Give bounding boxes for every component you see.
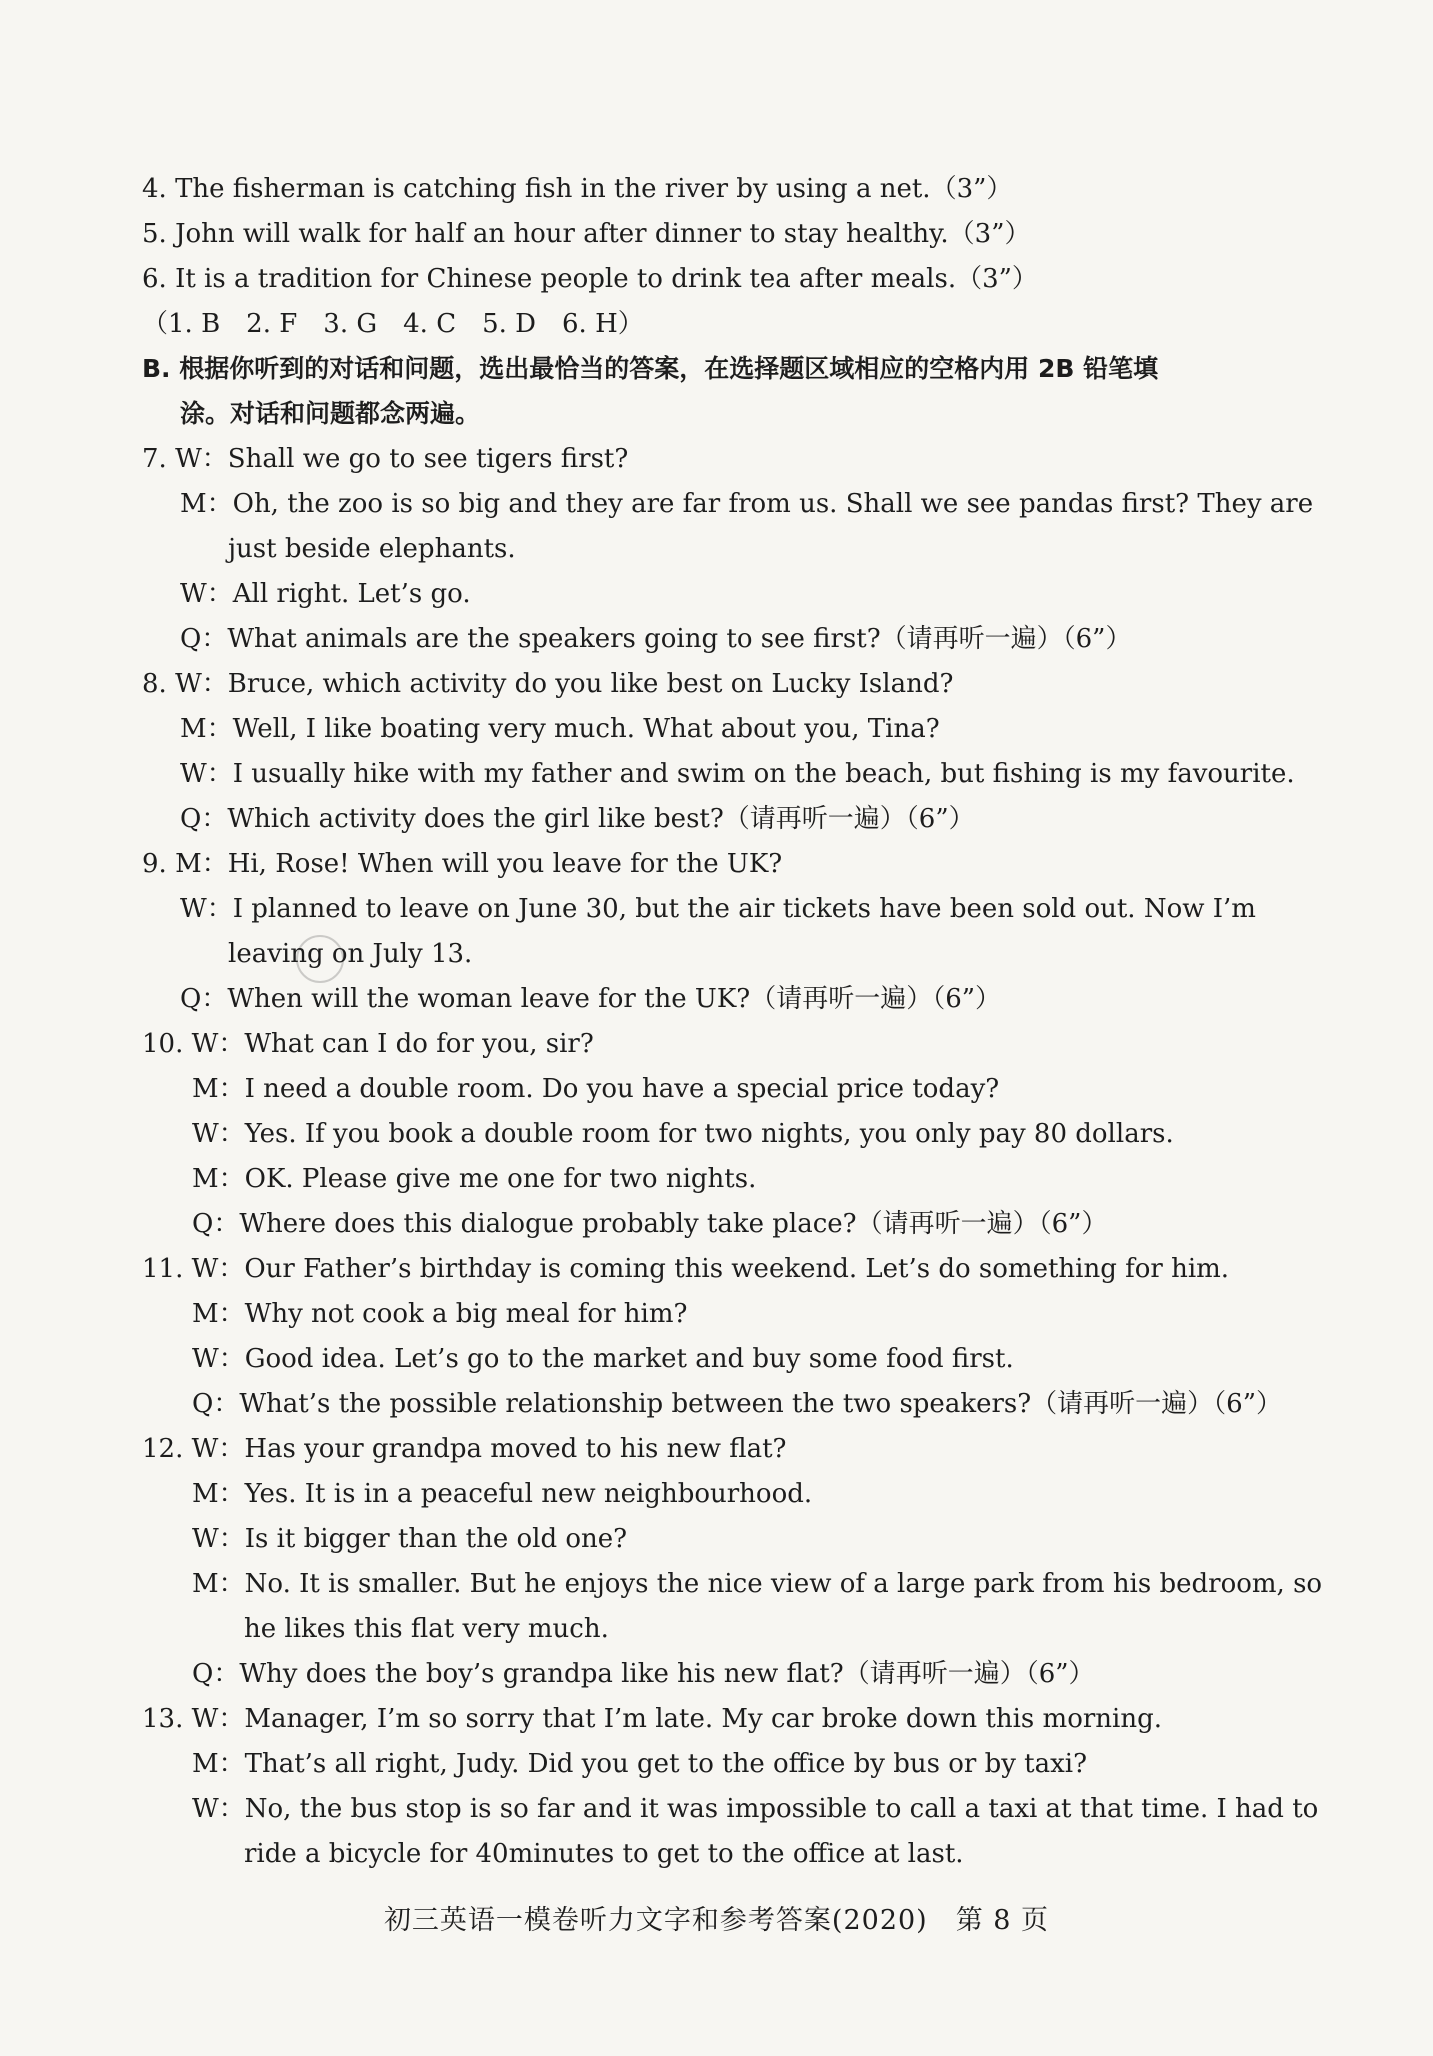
question-line: Q：Where does this dialogue probably take place?（请再听一遍）（6”） — [192, 1209, 1108, 1239]
question-line: Q：What’s the possible relationship between the two speakers?（请再听一遍）（6”） — [192, 1389, 1283, 1419]
dialogue-line: 12. W：Has your grandpa moved to his new flat? — [142, 1434, 787, 1464]
dialogue-line: 11. W：Our Father’s birthday is coming this weekend. Let’s do something for him. — [142, 1254, 1230, 1284]
question-line: Q：Which activity does the girl like best?（请再听一遍）（6”） — [180, 804, 975, 834]
dialogue-line: he likes this flat very much. — [244, 1614, 609, 1644]
text-line: 4. The fisherman is catching fish in the river by using a net.（3”） — [142, 174, 1013, 204]
dialogue-line: W：Is it bigger than the old one? — [192, 1524, 628, 1554]
dialogue-line: 9. M：Hi, Rose! When will you leave for the UK? — [142, 849, 783, 879]
dialogue-line: W：I usually hike with my father and swim on the beach, but fishing is my favourite. — [180, 759, 1295, 789]
dialogue-line: W：Good idea. Let’s go to the market and buy some food first. — [192, 1344, 1014, 1374]
text-line: 6. It is a tradition for Chinese people to drink tea after meals.（3”） — [142, 264, 1038, 294]
dialogue-line: M：Oh, the zoo is so big and they are far from us. Shall we see pandas first? They are — [180, 489, 1314, 519]
section-b-heading-cont: 涂。对话和问题都念两遍。 — [180, 399, 481, 428]
dialogue-line: just beside elephants. — [228, 534, 516, 564]
dialogue-line: M：Yes. It is in a peaceful new neighbourhood. — [192, 1479, 813, 1509]
dialogue-line: 10. W：What can I do for you, sir? — [142, 1029, 594, 1059]
dialogue-line: W：I planned to leave on June 30, but the air tickets have been sold out. Now I’m — [180, 894, 1256, 924]
question-line: Q：Why does the boy’s grandpa like his new flat?（请再听一遍）（6”） — [192, 1659, 1095, 1689]
dialogue-line: leaving on July 13. — [228, 939, 473, 969]
dialogue-line: W：All right. Let’s go. — [180, 579, 471, 609]
dialogue-line: 7. W：Shall we go to see tigers first? — [142, 444, 629, 474]
dialogue-line: M：No. It is smaller. But he enjoys the nice view of a large park from his bedroom, so — [192, 1569, 1323, 1599]
dialogue-line: M：Why not cook a big meal for him? — [192, 1299, 688, 1329]
dialogue-line: M：That’s all right, Judy. Did you get to the office by bus or by taxi? — [192, 1749, 1088, 1779]
question-line: Q：When will the woman leave for the UK?（请再听一遍）（6”） — [180, 984, 1002, 1014]
dialogue-line: 8. W：Bruce, which activity do you like best on Lucky Island? — [142, 669, 954, 699]
dialogue-line: M：I need a double room. Do you have a special price today? — [192, 1074, 1000, 1104]
question-line: Q：What animals are the speakers going to see first?（请再听一遍）（6”） — [180, 624, 1132, 654]
dialogue-line: 13. W：Manager, I’m so sorry that I’m late. My car broke down this morning. — [142, 1704, 1162, 1734]
page-footer: 初三英语一模卷听力文字和参考答案(2020) 第 8 页 — [383, 1905, 1050, 1936]
answer-key-line: （1. B 2. F 3. G 4. C 5. D 6. H） — [142, 309, 644, 339]
dialogue-line: M：Well, I like boating very much. What about you, Tina? — [180, 714, 940, 744]
dialogue-line: W：Yes. If you book a double room for two nights, you only pay 80 dollars. — [192, 1119, 1174, 1149]
dialogue-line: ride a bicycle for 40minutes to get to the office at last. — [244, 1839, 964, 1869]
text-line: 5. John will walk for half an hour after dinner to stay healthy.（3”） — [142, 219, 1031, 249]
dialogue-line: W：No, the bus stop is so far and it was impossible to call a taxi at that time. I had to — [192, 1794, 1319, 1824]
dialogue-line: M：OK. Please give me one for two nights. — [192, 1164, 757, 1194]
section-b-heading: B. 根据你听到的对话和问题，选出最恰当的答案，在选择题区域相应的空格内用 2B 铅笔填 — [142, 354, 1159, 383]
